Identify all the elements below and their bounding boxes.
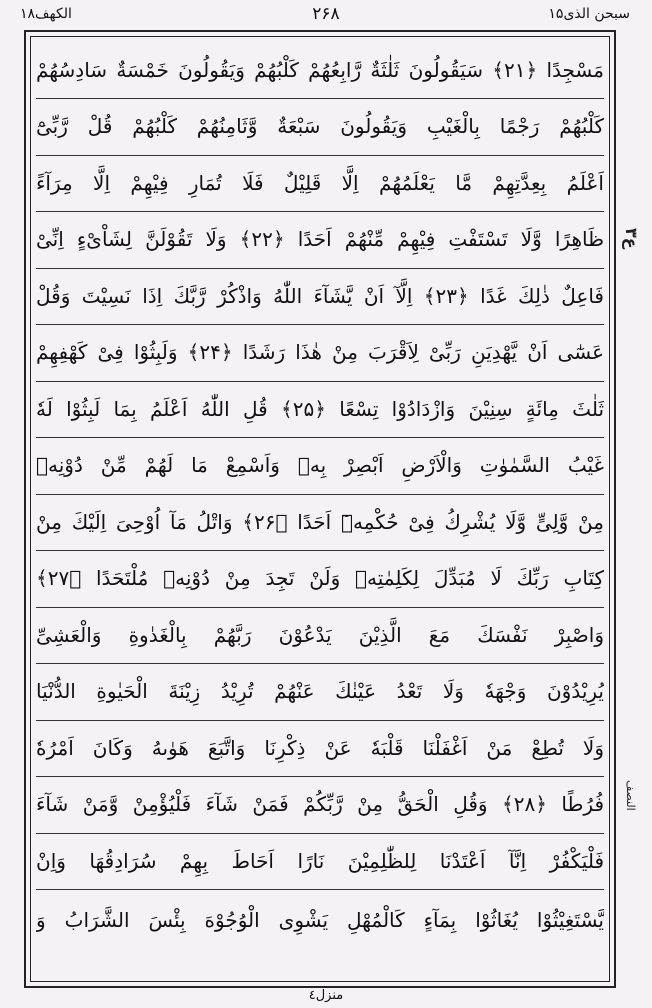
- line-separator: [36, 889, 604, 890]
- text-line: فَاعِلٌ ذٰلِكَ غَدًا ﴿۲۳﴾ اِلَّآ اَنْ يَّشَآءَ اللّٰهُ وَاذْكُرْ رَّبَّكَ اِذَا نَسِيْتَ وَقُلْ: [36, 284, 604, 308]
- text-line: يَّسْتَغِيْثُوْا يُغَاثُوْا بِمَآءٍ كَالْمُهْلِ يَشْوِى الْوُجُوْهَ بِئْسَ الشَّرَابُ وَ: [36, 908, 604, 932]
- text-line: عَسٰٓى اَنْ يَّهْدِيَنِ رَبِّىْ لِاَقْرَبَ مِنْ هٰذَا رَشَدًا ﴿۲۴﴾ وَلَبِثُوْا فِىْ كَهْفِهِمْ: [36, 340, 604, 364]
- text-line: غَيْبُ السَّمٰوٰتِ وَالْاَرْضِ اَبْصِرْ بِهٖ وَاَسْمِعْ مَا لَهُمْ مِّنْ دُوْنِهٖ: [36, 453, 604, 477]
- text-line: فُرُطًا ﴿۲۸﴾ وَقُلِ الْحَقُّ مِنْ رَّبِّكُمْ فَمَنْ شَآءَ فَلْيُؤْمِنْ وَّمَنْ شَآءَ: [36, 792, 604, 816]
- text-line: مِنْ وَّلِىٍّ وَّلَا يُشْرِكُ فِىْ حُكْمِهٖٓ اَحَدًا ﴿۲۶﴾ وَاتْلُ مَآ اُوْحِىَ اِلَيْكَ مِنْ: [36, 510, 604, 534]
- text-line: وَاصْبِرْ نَفْسَكَ مَعَ الَّذِيْنَ يَدْعُوْنَ رَبَّهُمْ بِالْغَدٰوةِ وَالْعَشِىِّ: [36, 623, 604, 647]
- text-line: ظَاهِرًا وَّلَا تَسْتَفْتِ فِيْهِمْ مِّنْهُمْ اَحَدًا ﴿۲۲﴾ وَلَا تَقُوْلَنَّ لِشَاْىْءٍ اِنِّىْ: [36, 227, 604, 251]
- text-line: كِتَابِ رَبِّكَ لَا مُبَدِّلَ لِكَلِمٰتِهٖ وَلَنْ تَجِدَ مِنْ دُوْنِهٖ مُلْتَحَدًا ﴿۲۷﴾: [36, 566, 604, 590]
- para-name: سبحن الذی۱۵: [548, 6, 630, 22]
- manzil-footer: منزل٤: [308, 988, 344, 1003]
- ruku-marker: ع٣: [622, 228, 641, 249]
- text-line: مَسْجِدًا ﴿۲۱﴾ سَيَقُولُونَ ثَلٰثَةٌ رَّابِعُهُمْ كَلْبُهُمْ وَيَقُولُونَ خَمْسَةٌ سَادِسُهُمْ: [36, 58, 604, 82]
- surah-name: الکھف۱۸: [20, 6, 72, 22]
- page-header: [0, 4, 652, 30]
- section-note: النصف: [624, 780, 637, 811]
- text-line: يُرِيْدُوْنَ وَجْهَهٗ وَلَا تَعْدُ عَيْنٰكَ عَنْهُمْ تُرِيْدُ زِيْنَةَ الْحَيٰوةِ الدُّنْيَا: [36, 679, 604, 703]
- text-line: ثَلٰثَ مِائَةٍ سِنِيْنَ وَازْدَادُوْا تِسْعًا ﴿۲۵﴾ قُلِ اللّٰهُ اَعْلَمُ بِمَا لَبِثُوْا لَهٗ: [36, 397, 604, 421]
- text-line: كَلْبُهُمْ رَجْمًا بِالْغَيْبِ وَيَقُولُونَ سَبْعَةٌ وَّثَامِنُهُمْ كَلْبُهُمْ قُلْ رَّبِّىْٓ: [36, 114, 604, 138]
- text-line: اَعْلَمُ بِعِدَّتِهِمْ مَّا يَعْلَمُهُمْ اِلَّا قَلِيْلٌ فَلَا تُمَارِ فِيْهِمْ اِلَّا مِرَآءً: [36, 171, 604, 195]
- text-line: فَلْيَكْفُرْ اِنَّآ اَعْتَدْنَا لِلظّٰلِمِيْنَ نَارًا اَحَاطَ بِهِمْ سُرَادِقُهَا وَاِنْ: [36, 849, 604, 873]
- page-number: ۲۶۸: [312, 4, 340, 24]
- text-line: وَلَا تُطِعْ مَنْ اَغْفَلْنَا قَلْبَهٗ عَنْ ذِكْرِنَا وَاتَّبَعَ هَوٰىهُ وَكَانَ اَمْرُهٗ: [36, 736, 604, 760]
